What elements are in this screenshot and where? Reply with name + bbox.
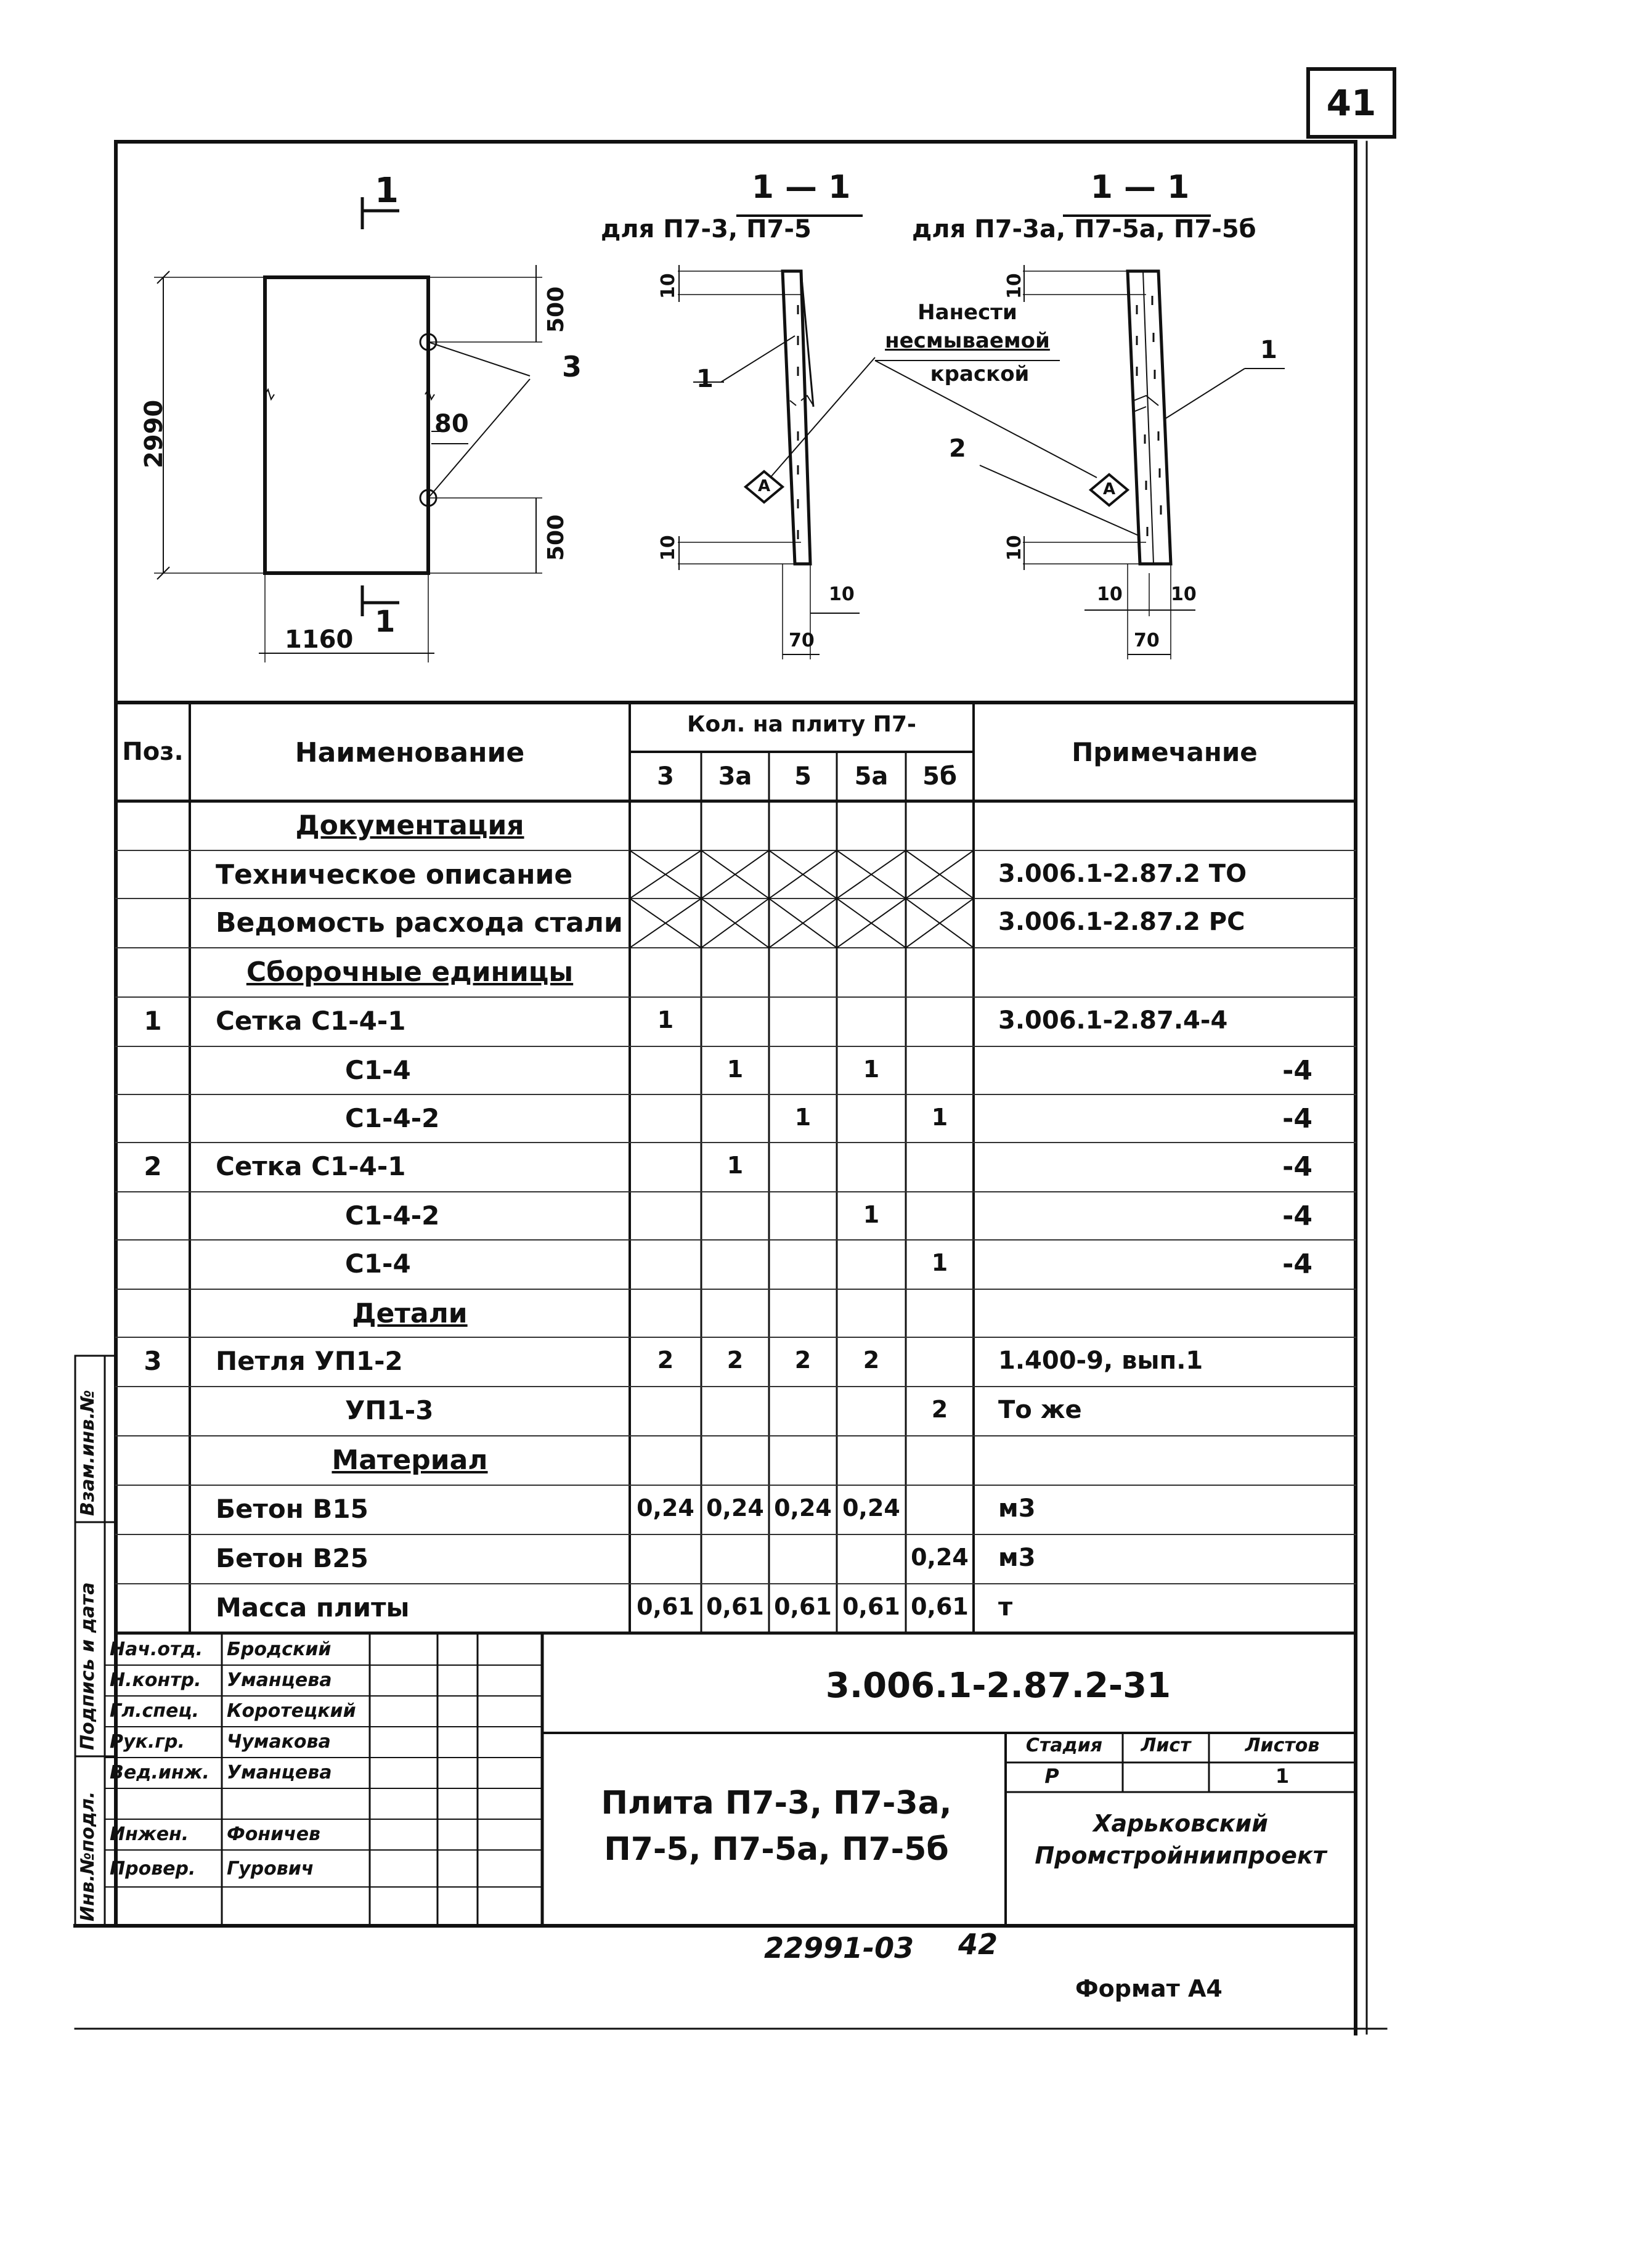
plan-leader-label: 3	[562, 350, 582, 383]
section-a-label-1: 1	[696, 365, 714, 393]
footer-page-number: 42	[958, 1928, 998, 1961]
plan-dim-width: 1160	[285, 625, 354, 654]
staff-name: Уманцева	[227, 1762, 332, 1783]
section-b-title: 1 — 1	[1090, 169, 1190, 206]
table-cell-name: Сетка С1-4-1	[216, 1006, 406, 1036]
side-stamp-replaced: Взам.инв.№	[77, 1390, 99, 1516]
table-cell-name: Сетка С1-4-1	[216, 1151, 406, 1181]
table-cell-qty: 2	[794, 1347, 812, 1374]
staff-role: Вед.инж.	[110, 1762, 210, 1783]
section-b-dim-10b: 10	[1171, 584, 1197, 605]
staff-name: Чумакова	[227, 1731, 331, 1753]
table-cell-note: 1.400-9, вып.1	[998, 1347, 1203, 1375]
paint-note-line-1: Нанести	[918, 300, 1017, 325]
paint-note-line-2: несмываемой	[885, 328, 1050, 353]
section-b-subtitle: для П7-3а, П7-5а, П7-5б	[912, 215, 1256, 243]
table-cell-pos: 1	[144, 1006, 162, 1036]
plan-dim-bottom: 500	[543, 514, 569, 561]
section-a-dim-70: 70	[789, 630, 815, 651]
description-line-1: Плита П7-3, П7-3а,	[601, 1785, 952, 1822]
section-a-subtitle: для П7-3, П7-5	[601, 215, 812, 243]
table-section-title: Документация	[295, 810, 524, 841]
staff-role: Н.контр.	[110, 1669, 201, 1691]
table-cell-note: м3	[998, 1494, 1036, 1523]
table-cell-note: То же	[998, 1396, 1082, 1424]
table-cell-note: -4	[1282, 1103, 1312, 1135]
table-cell-name: Бетон В15	[216, 1494, 368, 1524]
table-cell-qty: 2	[863, 1347, 880, 1374]
section-b-dim-10a: 10	[1097, 584, 1123, 605]
plan-dim-top: 500	[543, 286, 569, 333]
side-stamp-signature: Подпись и дата	[77, 1582, 99, 1750]
table-cell-qty: 1	[931, 1104, 948, 1131]
table-cell-qty: 0,24	[911, 1544, 969, 1571]
table-cell-note: -4	[1282, 1151, 1312, 1183]
staff-role: Нач.отд.	[110, 1639, 203, 1660]
marker-a-right: А	[1102, 480, 1116, 499]
marker-a-left: А	[757, 477, 771, 495]
section-b-label-1: 1	[1260, 336, 1277, 364]
table-cell-name: С1-4-2	[345, 1200, 440, 1231]
table-cell-qty: 0,61	[637, 1593, 694, 1620]
header-variant: 3	[657, 762, 674, 791]
table-cell-qty: 2	[726, 1347, 744, 1374]
header-variant: 3а	[718, 762, 752, 791]
table-cell-note: 3.006.1-2.87.2 РС	[998, 908, 1245, 936]
table-cell-qty: 1	[863, 1201, 880, 1228]
header-pos: Поз.	[122, 738, 184, 766]
table-cell-qty: 0,61	[842, 1593, 900, 1620]
table-cell-qty: 0,24	[706, 1494, 764, 1522]
side-stamp-inventory: Инв.№подл.	[77, 1791, 99, 1921]
sheets-value: 1	[1275, 1764, 1290, 1788]
staff-role: Провер.	[110, 1858, 196, 1880]
organization-line-2: Промстройниипроект	[1035, 1842, 1327, 1869]
table-cell-qty: 1	[657, 1006, 674, 1033]
table-section-title: Детали	[352, 1298, 468, 1329]
section-b-label-2: 2	[949, 434, 966, 463]
table-cell-name: Ведомость расхода стали	[216, 907, 623, 939]
sheet-label: Лист	[1141, 1735, 1191, 1756]
table-section-title: Сборочные единицы	[246, 956, 574, 988]
table-cell-name: Бетон В25	[216, 1543, 368, 1573]
table-cell-name: Масса плиты	[216, 1592, 410, 1623]
staff-name: Уманцева	[227, 1669, 332, 1691]
table-cell-pos: 2	[144, 1151, 162, 1181]
table-cell-note: -4	[1282, 1055, 1312, 1086]
sheet-number: 41	[1326, 82, 1377, 124]
table-cell-qty: 1	[726, 1056, 744, 1083]
plan-section-mark-bottom: 1	[375, 605, 396, 639]
staff-role: Рук.гр.	[110, 1731, 185, 1753]
table-cell-note: 3.006.1-2.87.4-4	[998, 1006, 1228, 1035]
table-cell-qty: 1	[794, 1104, 812, 1131]
table-cell-note: -4	[1282, 1249, 1312, 1280]
table-cell-name: УП1-3	[345, 1395, 434, 1425]
stage-value: Р	[1044, 1764, 1059, 1788]
table-cell-qty: 0,61	[774, 1593, 832, 1620]
section-b-dim-bottom: 10	[1004, 535, 1025, 561]
organization-line-1: Харьковский	[1093, 1810, 1268, 1837]
table-cell-qty: 2	[931, 1396, 948, 1423]
table-cell-note: 3.006.1-2.87.2 ТО	[998, 860, 1247, 888]
plan-dim-gap: 80	[434, 410, 469, 438]
table-cell-qty: 1	[931, 1249, 948, 1276]
table-cell-note: м3	[998, 1544, 1036, 1572]
document-code: 3.006.1-2.87.2-31	[825, 1666, 1171, 1706]
table-cell-name: С1-4	[345, 1055, 411, 1085]
table-cell-qty: 2	[657, 1347, 674, 1374]
table-cell-qty: 0,24	[637, 1494, 694, 1522]
table-cell-qty: 0,61	[911, 1593, 969, 1620]
table-cell-note: -4	[1282, 1200, 1312, 1232]
table-section-title: Материал	[332, 1444, 488, 1476]
staff-role: Гл.спец.	[110, 1700, 199, 1722]
section-a-dim-bottom: 10	[657, 535, 679, 561]
table-cell-qty: 0,24	[774, 1494, 832, 1522]
table-cell-name: Техническое описание	[216, 859, 573, 890]
staff-name: Бродский	[227, 1639, 332, 1660]
table-cell-note: т	[998, 1593, 1013, 1621]
table-cell-qty: 1	[726, 1152, 744, 1179]
section-b-dim-70: 70	[1134, 630, 1160, 651]
header-name: Наименование	[295, 737, 525, 768]
staff-name: Коротецкий	[227, 1700, 356, 1722]
stage-label: Стадия	[1025, 1735, 1103, 1756]
paint-note-line-3: краской	[930, 362, 1030, 386]
section-b-dim-top: 10	[1004, 273, 1025, 299]
staff-role: Инжен.	[110, 1823, 189, 1845]
paper-format: Формат А4	[1075, 1975, 1223, 2002]
description-line-2: П7-5, П7-5а, П7-5б	[604, 1831, 949, 1868]
staff-name: Гурович	[227, 1858, 314, 1880]
header-note: Примечание	[1072, 737, 1258, 767]
inventory-number: 22991-03	[764, 1931, 914, 1965]
header-variant: 5б	[922, 762, 957, 791]
plan-dim-height: 2990	[140, 399, 168, 468]
plan-section-mark-top: 1	[375, 171, 399, 211]
table-cell-qty: 0,24	[842, 1494, 900, 1522]
table-cell-pos: 3	[144, 1346, 162, 1376]
staff-name: Фоничев	[227, 1823, 321, 1845]
section-a-title: 1 — 1	[751, 169, 851, 206]
header-variant: 5а	[854, 762, 889, 791]
section-a-dim-top: 10	[657, 273, 679, 299]
table-cell-qty: 0,61	[706, 1593, 764, 1620]
section-a-dim-right: 10	[829, 584, 855, 605]
table-cell-name: С1-4	[345, 1249, 411, 1279]
header-variant: 5	[794, 762, 812, 791]
table-cell-name: С1-4-2	[345, 1103, 440, 1133]
table-cell-name: Петля УП1-2	[216, 1346, 403, 1376]
sheets-label: Листов	[1245, 1735, 1320, 1756]
header-qty-group: Кол. на плиту П7-	[687, 712, 916, 737]
table-cell-qty: 1	[863, 1056, 880, 1083]
